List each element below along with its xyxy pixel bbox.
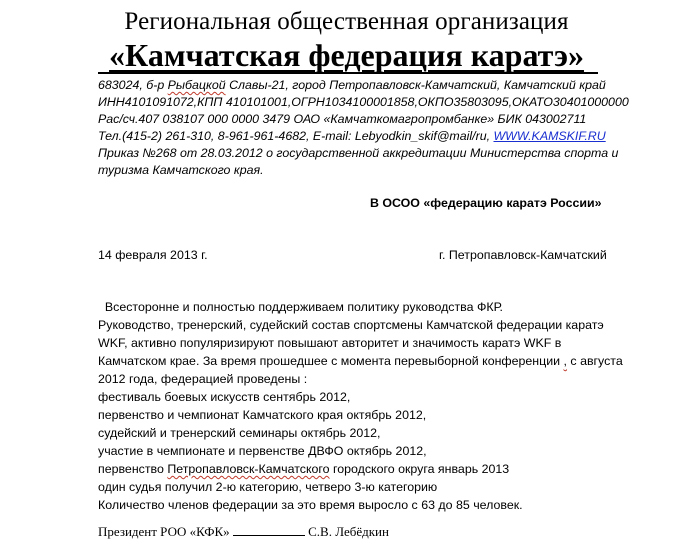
- body-line-10b: Петропавловск-Камчатского: [167, 462, 330, 476]
- letter-city: г. Петропавловск-Камчатский: [439, 248, 607, 262]
- signature-block: [98, 524, 389, 540]
- requisites-bank: Рас/сч.407 038107 000 0000 3479 ОАО «Камчаткомагропромбанке» БИК 043002711: [98, 112, 587, 126]
- body-line-9: участие в чемпионате и первенстве ДВФО октябрь 2012,: [98, 444, 427, 458]
- body-line-6: фестиваль боевых искусств сентябрь 2012,: [98, 390, 351, 404]
- contacts-text: Тел.(415-2) 261-310, 8-961-961-4682, E-mail: Lebyodkin_skif@mail/ru,: [98, 129, 494, 143]
- organization-type: Региональная общественная организация: [124, 8, 569, 35]
- body-line-10a: первенство: [98, 462, 168, 476]
- body-line-3: WKF, активно популяризируют повышают авторитет и значимость каратэ WKF в: [98, 336, 562, 350]
- requisites-order-line1: Приказ №268 от 28.03.2012 о государственной аккредитации Министерства спорта и: [98, 146, 619, 160]
- body-line-12: Количество членов федерации за это время выросло с 63 до 85 человек.: [98, 498, 523, 512]
- body-line-10: [98, 460, 509, 479]
- body-line-4a: Камчатском крае. За время прошедшее с момента перевыборной конференции: [98, 354, 564, 368]
- comma-mark: ,: [563, 354, 567, 368]
- body-line-5: 2012 года, федерацией проведены :: [98, 372, 308, 386]
- letter-date: 14 февраля 2013 г.: [98, 248, 208, 262]
- body-line-11: один судья получил 2-ю категорию, четверо 3-ю категорию: [98, 480, 438, 494]
- body-line-2: Руководство, тренерский, судейский состав спортсмены Камчатской федерации каратэ: [98, 318, 604, 332]
- signature-title: Президент РОО «КФК»: [98, 524, 230, 539]
- address-street: Рыбацкой: [167, 78, 226, 92]
- body-line-4b: с августа: [566, 354, 623, 368]
- body-line-1-text: Всесторонне и полностью поддерживаем политику руководства ФКР.: [104, 300, 503, 314]
- header-divider: [98, 72, 598, 74]
- body-line-1: [98, 298, 503, 317]
- website-link[interactable]: WWW.KAMSKIF.RU: [493, 129, 606, 143]
- signature-name: С.В. Лебёдкин: [308, 524, 389, 539]
- requisites-address: [98, 77, 606, 94]
- body-line-7: первенство и чемпионат Камчатского края октябрь 2012,: [98, 408, 427, 422]
- requisites-contacts: [98, 128, 606, 145]
- signature-line: [233, 525, 305, 536]
- body-line-8: судейский и тренерский семинары октябрь 2012,: [98, 426, 381, 440]
- requisites-ids: ИНН4101091072,КПП 410101001,ОГРН1034100001858,ОКПО35803095,ОКАТО30401000000: [98, 95, 629, 109]
- body-line-4: [98, 352, 623, 371]
- address-part1: 683024, б-р: [98, 78, 168, 92]
- addressee: В ОСОО «федерацию каратэ России»: [370, 196, 602, 210]
- organization-name: «Камчатская федерация каратэ»: [109, 37, 584, 73]
- address-part2: Славы-21, город Петропавловск-Камчатский, Камчатский край: [225, 78, 606, 92]
- requisites-order-line2: туризма Камчатского края.: [98, 163, 264, 177]
- body-line-10c: городского округа январь 2013: [329, 462, 510, 476]
